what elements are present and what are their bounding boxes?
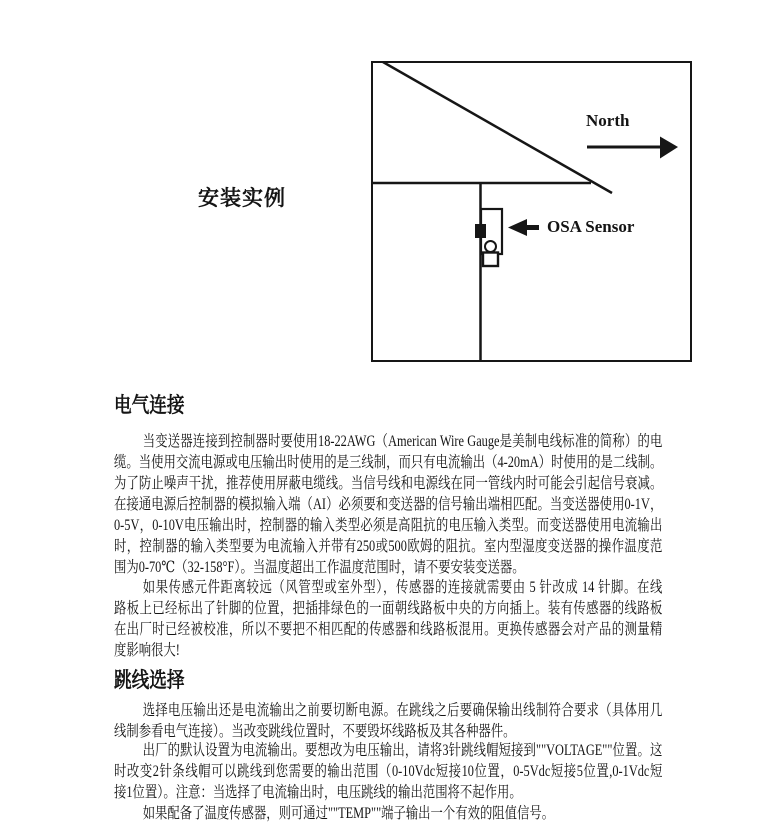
north-arrow-head — [660, 137, 678, 159]
text-line: 时改变2针条线帽可以跳线到您需要的输出范围（0-10Vdc短接10位置，0-5Vdc短接5位置,0-1Vdc短 — [114, 763, 663, 780]
paragraph-jumper-2 — [114, 740, 662, 803]
sensor-vent-circle — [485, 241, 496, 252]
text-line: 路板上已经标出了针脚的位置，把插排绿色的一面朝线路板中央的方向插上。装有传感器的线路板 — [114, 600, 663, 617]
sensor-pointer-arrow — [508, 219, 539, 236]
text-line: 如果传感元件距离较远（风管型或室外型），传感器的连接就需要由 5 针改成 14 针脚。在线 — [142, 579, 663, 596]
sensor-mount-block — [475, 224, 486, 238]
paragraph-electrical-1 — [114, 431, 662, 578]
text-line: 在接通电源后控制器的模拟输入端（AI）必须要和变送器的信号输出端相匹配。当变送器使用0-1V， — [114, 496, 663, 513]
sensor-probe — [483, 253, 498, 267]
text-line: 接1位置）。注意：当选择了电流输出时，电压跳线的输出范围将不起作用。 — [114, 784, 522, 801]
section-heading-jumper-selection: 跳线选择 — [114, 668, 185, 692]
text-line: 度影响很大! — [114, 642, 180, 659]
roof-line — [383, 62, 612, 193]
text-line: 选择电压输出还是电流输出之前要切断电源。在跳线之后要确保输出线制符合要求（具体用几 — [142, 702, 663, 719]
text-line: 为了防止噪声干扰，推荐使用屏蔽电缆线。当信号线和电源线在同一管线内时可能会引起信号衰减。 — [114, 475, 663, 492]
install-example-caption: 安装实例 — [198, 186, 286, 210]
text-line: 线制参看电气连接）。当改变跳线位置时，不要毁坏线路板及其各种器件。 — [114, 723, 516, 740]
text-line: 在出厂时已经被校准，所以不要把不相匹配的传感器和线路板混用。更换传感器会对产品的测量精 — [114, 621, 663, 638]
installation-diagram — [371, 61, 692, 362]
paragraph-jumper-1 — [114, 700, 662, 742]
text-line: 当变送器连接到控制器时要使用18-22AWG（American Wire Gauge是美制电线标准的简称）的电 — [142, 433, 663, 450]
text-line: 缆。当使用交流电源或电压输出时使用的是三线制，而只有电流输出（4-20mA）时使用的是二线制。 — [114, 454, 663, 471]
section-heading-electrical-connection: 电气连接 — [114, 393, 185, 417]
paragraph-electrical-2 — [114, 577, 662, 661]
osa-sensor-label: OSA Sensor — [547, 217, 635, 236]
north-label: North — [586, 111, 630, 130]
text-line: 如果配备了温度传感器，则可通过""TEMP""端子输出一个有效的阻值信号。 — [142, 805, 555, 822]
text-line: 围为0-70℃（32-158°F）。当温度超出工作温度范围时，请不要安装变送器。 — [114, 559, 525, 576]
text-line: 0-5V，0-10V电压输出时，控制器的输入类型必须是高阻抗的电压输入类型。而变送器使用电流输出 — [114, 517, 663, 534]
diagram-border — [372, 62, 691, 361]
text-line: 时，控制器的输入类型要为电流输入并带有250或500欧姆的阻抗。室内型湿度变送器的操作温度范 — [114, 538, 663, 555]
paragraph-jumper-3 — [114, 803, 662, 824]
text-line: 出厂的默认设置为电流输出。要想改为电压输出，请将3针跳线帽短接到""VOLTAGE""位置。这 — [142, 742, 663, 759]
